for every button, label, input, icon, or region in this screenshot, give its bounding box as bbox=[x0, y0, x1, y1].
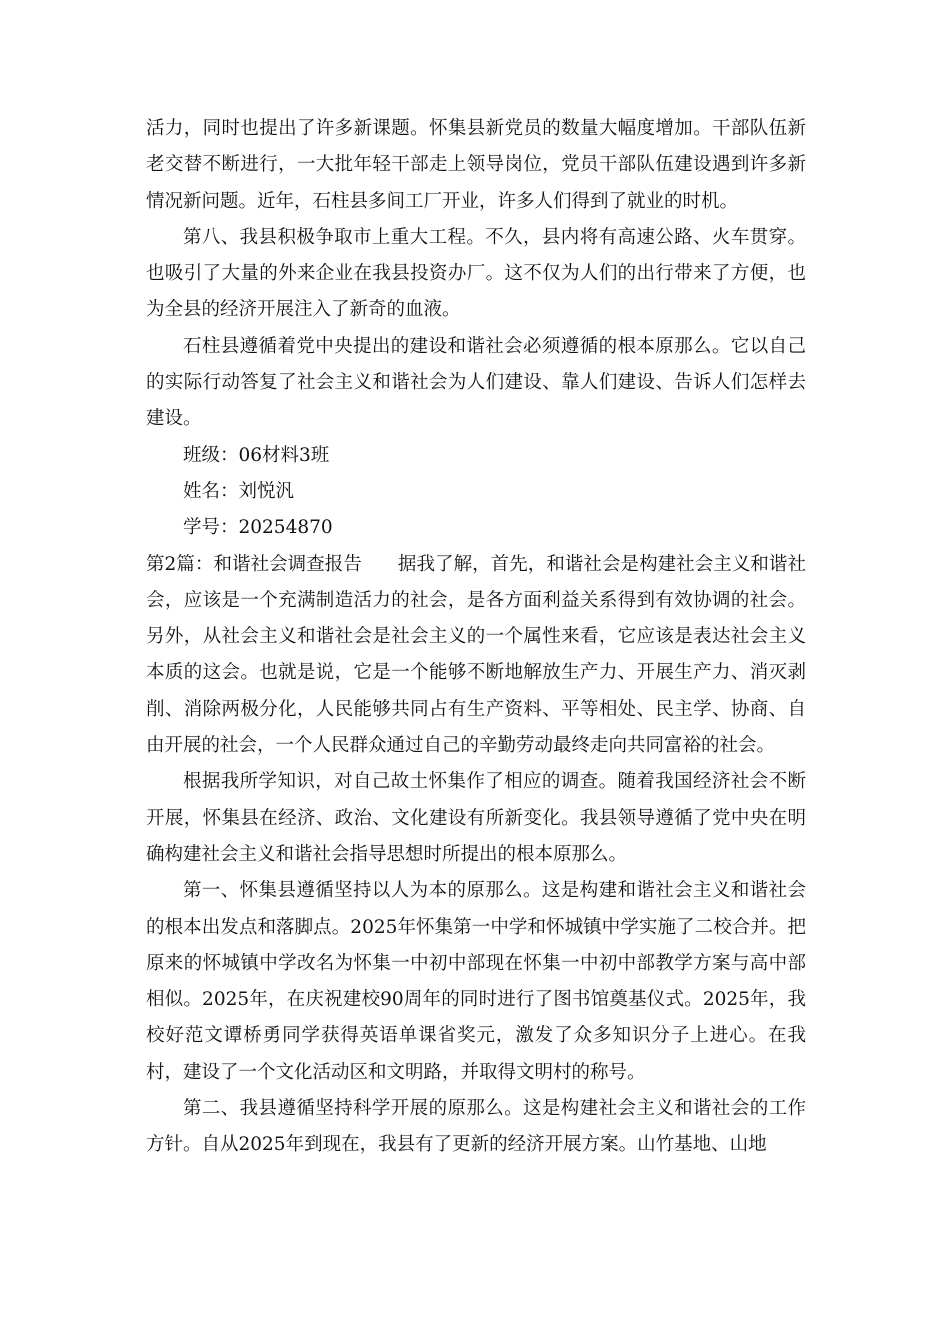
paragraph-eighth: 第八、我县积极争取市上重大工程。不久，县内将有高速公路、火车贯穿。也吸引了大量的外来企业在我县投资办厂。这不仅为人们的出行带来了方便，也为全县的经济开展注入了新奇的血液。 bbox=[146, 226, 806, 321]
paragraph-continued: 活力，同时也提出了许多新课题。怀集县新党员的数量大幅度增加。干部队伍新老交替不断进行，一大批年轻干部走上领导岗位，党员干部队伍建设遇到许多新情况新问题。近年，石柱县多间工厂开业，许多人们得到了就业的时机。 bbox=[146, 118, 806, 212]
paragraph-summary: 石柱县遵循着党中央提出的建设和谐社会必须遵循的根本原那么。它以自己的实际行动答复了社会主义和谐社会为人们建设、靠人们建设、告诉人们怎样去建设。 bbox=[146, 335, 806, 430]
name-line: 姓名：刘悦汎 bbox=[183, 480, 295, 502]
paragraph-second: 第二、我县遵循坚持科学开展的原那么。这是构建社会主义和谐社会的工作方针。自从2025年到现在，我县有了更新的经济开展方案。山竹基地、山地 bbox=[146, 1098, 806, 1156]
class-line: 班级：06材料3班 bbox=[183, 444, 330, 466]
article-2-intro-paragraph bbox=[146, 547, 806, 765]
article-2-heading: 第2篇：和谐社会调查报告 bbox=[146, 553, 362, 575]
document-body bbox=[146, 111, 806, 1164]
student-id-line: 学号：20254870 bbox=[183, 517, 333, 539]
paragraph-basis: 根据我所学知识，对自己故土怀集作了相应的调查。随着我国经济社会不断开展，怀集县在经济、政治、文化建设有所新变化。我县领导遵循了党中央在明确构建社会主义和谐社会指导思想时所提出的根本原那么。 bbox=[146, 771, 806, 865]
article-2-intro: 据我了解，首先，和谐社会是构建社会主义和谐社会，应该是一个充满制造活力的社会，是各方面利益关系得到有效协调的社会。另外，从社会主义和谐社会是社会主义的一个属性来看，它应该是表达社会主义本质的这会。也就是说，它是一个能够不断地解放生产力、开展生产力、消灭剥削、消除两极分化，人民能够共同占有生产资料、平等相处、民主学、协商、自由开展的社会，一个人民群众通过自己的辛勤劳动最终走向共同富裕的社会。 bbox=[146, 553, 806, 757]
paragraph-first: 第一、怀集县遵循坚持以人为本的原那么。这是构建和谐社会主义和谐社会的根本出发点和落脚点。2025年怀集第一中学和怀城镇中学实施了二校合并。把原来的怀城镇中学改名为怀集一中初中部现在怀集一中初中部教学方案与高中部相似。2025年，在庆祝建校90周年的同时进行了图书馆奠基仪式。2025年，我校好范文谭桥勇同学获得英语单课省奖元，激发了众多知识分子上进心。在我村，建设了一个文化活动区和文明路，并取得文明村的称号。 bbox=[146, 880, 806, 1083]
